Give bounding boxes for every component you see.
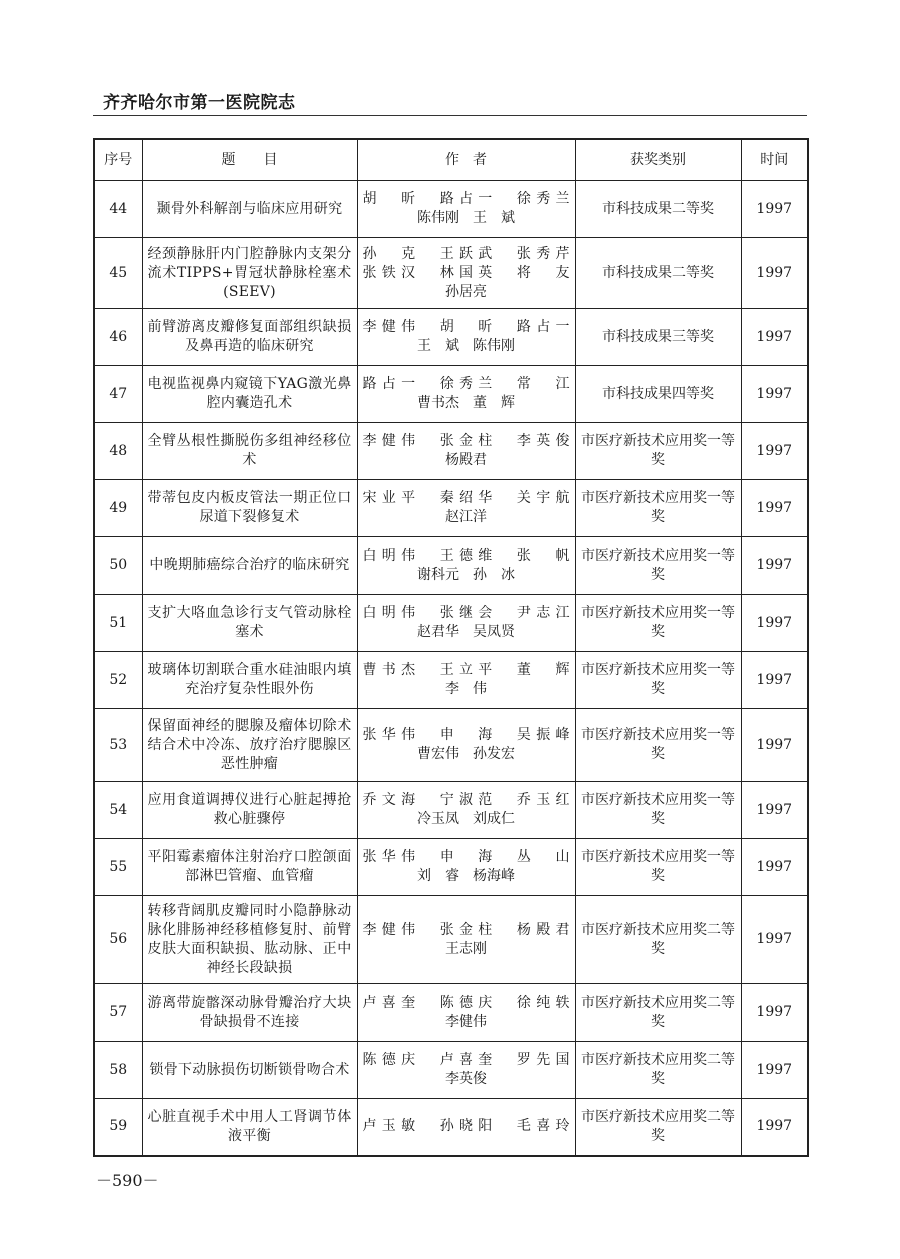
author-line: 乔文海 宁淑范 乔玉红	[362, 792, 570, 808]
table-row	[94, 782, 808, 839]
author-line: 李健伟 张金柱 李英俊	[362, 433, 570, 449]
row-title: 中晚期肺癌综合治疗的临床研究	[142, 537, 357, 595]
author-line: 李英俊	[445, 1071, 487, 1087]
row-number: 56	[94, 896, 142, 984]
row-award-category: 市科技成果四等奖	[575, 366, 741, 423]
row-number: 49	[94, 480, 142, 537]
row-award-category: 市医疗新技术应用奖二等奖	[575, 984, 741, 1042]
row-year: 1997	[741, 366, 808, 423]
author-line: 曹书杰 王立平 董 辉	[362, 662, 570, 678]
row-year: 1997	[741, 839, 808, 896]
row-authors	[357, 652, 575, 709]
author-line: 王 斌 陈伟刚	[417, 338, 515, 354]
row-authors	[357, 537, 575, 595]
row-title: 平阳霉素瘤体注射治疗口腔颌面部淋巴管瘤、血管瘤	[142, 839, 357, 896]
author-line: 卢喜奎 陈德庆 徐纯轶	[362, 994, 570, 1011]
page-header-title: 齐齐哈尔市第一医院院志	[103, 93, 296, 113]
row-title: 游离带旋髂深动脉骨瓣治疗大块骨缺损骨不连接	[142, 984, 357, 1042]
row-year: 1997	[741, 1042, 808, 1099]
row-number: 46	[94, 309, 142, 366]
row-award-category: 市医疗新技术应用奖一等奖	[575, 839, 741, 896]
row-authors	[357, 309, 575, 366]
row-year: 1997	[741, 423, 808, 480]
row-year: 1997	[741, 595, 808, 652]
column-header-author: 作 者	[357, 139, 575, 181]
row-title: 前臂游离皮瓣修复面部组织缺损及鼻再造的临床研究	[142, 309, 357, 366]
row-year: 1997	[741, 984, 808, 1042]
row-number: 47	[94, 366, 142, 423]
row-authors	[357, 595, 575, 652]
row-year: 1997	[741, 896, 808, 984]
table-row	[94, 1042, 808, 1099]
row-number: 55	[94, 839, 142, 896]
author-line: 李 伟	[445, 681, 487, 697]
row-award-category: 市科技成果二等奖	[575, 238, 741, 309]
author-line: 刘 睿 杨海峰	[417, 868, 515, 884]
author-line: 李健伟	[445, 1013, 487, 1030]
row-title: 全臂丛根性撕脱伤多组神经移位术	[142, 423, 357, 480]
table-row	[94, 366, 808, 423]
author-line: 陈德庆 卢喜奎 罗先国	[362, 1052, 570, 1068]
table-row	[94, 896, 808, 984]
row-award-category: 市医疗新技术应用奖二等奖	[575, 1099, 741, 1156]
row-award-category: 市医疗新技术应用奖二等奖	[575, 1042, 741, 1099]
row-number: 57	[94, 984, 142, 1042]
row-title: 颞骨外科解剖与临床应用研究	[142, 181, 357, 238]
column-header-category: 获奖类别	[575, 139, 741, 181]
table-header-row	[94, 139, 808, 181]
author-line: 孙 克 王跃武 张秀芹	[362, 245, 570, 262]
row-number: 44	[94, 181, 142, 238]
row-title: 应用食道调搏仪进行心脏起搏抢救心脏骤停	[142, 782, 357, 839]
row-authors	[357, 1099, 575, 1156]
row-year: 1997	[741, 309, 808, 366]
row-number: 53	[94, 709, 142, 782]
table-row	[94, 1099, 808, 1156]
row-authors	[357, 782, 575, 839]
row-number: 50	[94, 537, 142, 595]
table-row	[94, 652, 808, 709]
table-row	[94, 984, 808, 1042]
column-header-title: 题 目	[142, 139, 357, 181]
row-award-category: 市医疗新技术应用奖一等奖	[575, 537, 741, 595]
header-divider	[93, 115, 807, 116]
author-line: 卢玉敏 孙晓阳 毛喜玲	[362, 1118, 570, 1135]
row-title: 锁骨下动脉损伤切断锁骨吻合术	[142, 1042, 357, 1099]
author-line: 李健伟 胡 昕 路占一	[362, 319, 570, 335]
row-year: 1997	[741, 782, 808, 839]
row-year: 1997	[741, 181, 808, 238]
awards-table	[93, 138, 809, 1157]
row-title: 经颈静脉肝内门腔静脉内支架分流术TIPPS+胃冠状静脉栓塞术(SEEV)	[142, 238, 357, 309]
author-line: 路占一 徐秀兰 常 江	[362, 376, 570, 392]
row-year: 1997	[741, 537, 808, 595]
row-year: 1997	[741, 709, 808, 782]
author-line: 孙居亮	[445, 283, 487, 300]
table-row	[94, 595, 808, 652]
author-line: 王志刚	[445, 940, 487, 957]
row-authors	[357, 181, 575, 238]
author-line: 张华伟 申 海 吴振峰	[362, 727, 570, 743]
row-authors	[357, 1042, 575, 1099]
row-title: 带蒂包皮内板皮管法一期正位口尿道下裂修复术	[142, 480, 357, 537]
author-line: 杨殿君	[445, 452, 487, 468]
author-line: 宋业平 秦绍华 关宇航	[362, 490, 570, 506]
author-line: 曹书杰 董 辉	[417, 395, 515, 411]
author-line: 张铁汉 林国英 将 友	[362, 264, 570, 281]
row-authors	[357, 896, 575, 984]
row-title: 玻璃体切割联合重水硅油眼内填充治疗复杂性眼外伤	[142, 652, 357, 709]
row-authors	[357, 423, 575, 480]
row-number: 51	[94, 595, 142, 652]
table-row	[94, 238, 808, 309]
author-line: 冷玉凤 刘成仁	[417, 811, 515, 827]
table-row	[94, 480, 808, 537]
author-line: 曹宏伟 孙发宏	[417, 746, 515, 762]
row-award-category: 市医疗新技术应用奖一等奖	[575, 595, 741, 652]
author-line: 赵江洋	[445, 509, 487, 525]
author-line: 白明伟 张继会 尹志江	[362, 605, 570, 621]
author-line: 胡 昕 路占一 徐秀兰	[362, 191, 570, 207]
row-award-category: 市医疗新技术应用奖一等奖	[575, 652, 741, 709]
row-award-category: 市医疗新技术应用奖二等奖	[575, 896, 741, 984]
page-number: －590－	[96, 1171, 159, 1190]
row-award-category: 市医疗新技术应用奖一等奖	[575, 709, 741, 782]
row-award-category: 市科技成果三等奖	[575, 309, 741, 366]
table-row	[94, 423, 808, 480]
row-number: 59	[94, 1099, 142, 1156]
row-award-category: 市医疗新技术应用奖一等奖	[575, 480, 741, 537]
row-award-category: 市科技成果二等奖	[575, 181, 741, 238]
row-number: 45	[94, 238, 142, 309]
table-row	[94, 181, 808, 238]
row-title: 保留面神经的腮腺及瘤体切除术结合术中冷冻、放疗治疗腮腺区恶性肿瘤	[142, 709, 357, 782]
author-line: 李健伟 张金柱 杨殿君	[362, 921, 570, 938]
table-row	[94, 839, 808, 896]
table-row	[94, 709, 808, 782]
author-line: 张华伟 申 海 丛 山	[362, 849, 570, 865]
author-line: 白明伟 王德维 张 帆	[362, 547, 570, 564]
table-row	[94, 537, 808, 595]
table-row	[94, 309, 808, 366]
column-header-no: 序号	[94, 139, 142, 181]
author-line: 谢科元 孙 冰	[417, 566, 515, 583]
author-line: 陈伟刚 王 斌	[417, 210, 515, 226]
row-year: 1997	[741, 652, 808, 709]
table-body	[94, 181, 808, 1156]
row-authors	[357, 366, 575, 423]
row-number: 58	[94, 1042, 142, 1099]
row-title: 转移背阔肌皮瓣同时小隐静脉动脉化腓肠神经移植修复肘、前臂皮肤大面积缺损、肱动脉、正中神经长段缺损	[142, 896, 357, 984]
row-authors	[357, 480, 575, 537]
author-line: 赵君华 吴凤贤	[417, 624, 515, 640]
column-header-year: 时间	[741, 139, 808, 181]
row-year: 1997	[741, 238, 808, 309]
row-title: 电视监视鼻内窥镜下YAG激光鼻腔内囊造孔术	[142, 366, 357, 423]
row-award-category: 市医疗新技术应用奖一等奖	[575, 782, 741, 839]
row-year: 1997	[741, 480, 808, 537]
row-number: 52	[94, 652, 142, 709]
row-authors	[357, 839, 575, 896]
row-authors	[357, 984, 575, 1042]
row-year: 1997	[741, 1099, 808, 1156]
row-title: 支扩大咯血急诊行支气管动脉栓塞术	[142, 595, 357, 652]
row-number: 54	[94, 782, 142, 839]
row-authors	[357, 238, 575, 309]
row-number: 48	[94, 423, 142, 480]
row-award-category: 市医疗新技术应用奖一等奖	[575, 423, 741, 480]
row-title: 心脏直视手术中用人工肾调节体液平衡	[142, 1099, 357, 1156]
row-authors	[357, 709, 575, 782]
